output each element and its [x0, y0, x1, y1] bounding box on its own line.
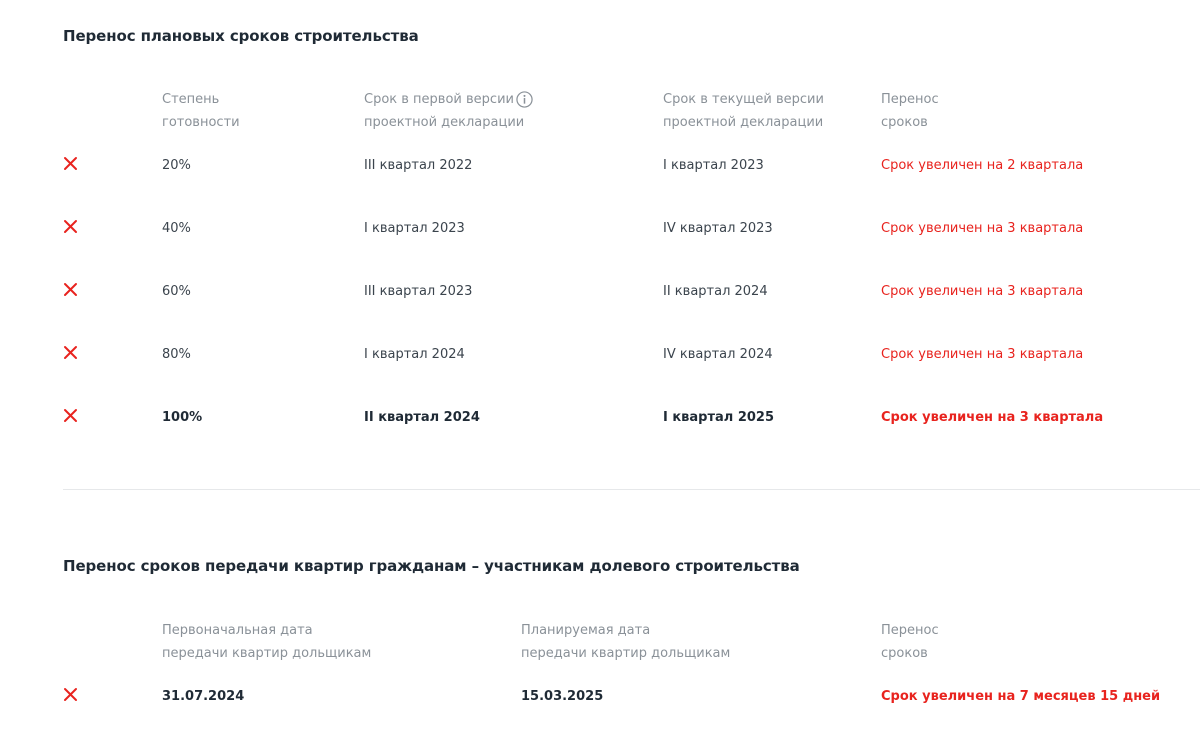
cell-shift: Срок увеличен на 3 квартала [881, 284, 1084, 299]
cell-first-version: III квартал 2022 [364, 158, 473, 173]
column-header-shift: Перенос сроков [881, 92, 939, 130]
cell-initial-date: 31.07.2024 [162, 689, 245, 704]
cell-first-version: III квартал 2023 [364, 284, 473, 299]
column-header-planned-date: Планируемая дата передачи квартир дольщикам [521, 623, 731, 661]
cell-shift: Срок увеличен на 2 квартала [881, 158, 1084, 173]
column-header-initial-date: Первоначальная дата передачи квартир дольщикам [162, 623, 372, 661]
cell-shift: Срок увеличен на 3 квартала [881, 221, 1084, 236]
cell-current-version: IV квартал 2023 [663, 221, 773, 236]
cell-readiness: 20% [162, 158, 191, 173]
section-title-apartment-handover: Перенос сроков передачи квартир гражданам – участникам долевого строительства [63, 557, 800, 575]
cell-planned-date: 15.03.2025 [521, 689, 604, 704]
cell-readiness: 60% [162, 284, 191, 299]
column-header-readiness: Степень готовности [162, 92, 240, 130]
close-icon [63, 156, 78, 171]
cell-shift: Срок увеличен на 3 квартала [881, 347, 1084, 362]
info-icon[interactable] [516, 91, 533, 108]
cell-first-version: I квартал 2024 [364, 347, 465, 362]
cell-first-version: II квартал 2024 [364, 410, 480, 425]
column-header-first-version: Срок в первой версии проектной декларации [364, 88, 524, 134]
close-icon [63, 408, 78, 423]
section-divider [63, 489, 1200, 490]
close-icon [63, 219, 78, 234]
cell-readiness: 100% [162, 410, 203, 425]
cell-current-version: I квартал 2023 [663, 158, 764, 173]
cell-current-version: I квартал 2025 [663, 410, 775, 425]
cell-first-version: I квартал 2023 [364, 221, 465, 236]
cell-shift: Срок увеличен на 3 квартала [881, 410, 1104, 425]
column-header-current-version: Срок в текущей версии проектной декларации [663, 92, 824, 130]
close-icon [63, 282, 78, 297]
column-header-shift: Перенос сроков [881, 623, 939, 661]
cell-readiness: 80% [162, 347, 191, 362]
section-title-construction-terms: Перенос плановых сроков строительства [63, 27, 419, 45]
cell-shift: Срок увеличен на 7 месяцев 15 дней [881, 689, 1161, 704]
cell-current-version: IV квартал 2024 [663, 347, 773, 362]
cell-readiness: 40% [162, 221, 191, 236]
close-icon [63, 687, 78, 702]
cell-current-version: II квартал 2024 [663, 284, 768, 299]
close-icon [63, 345, 78, 360]
